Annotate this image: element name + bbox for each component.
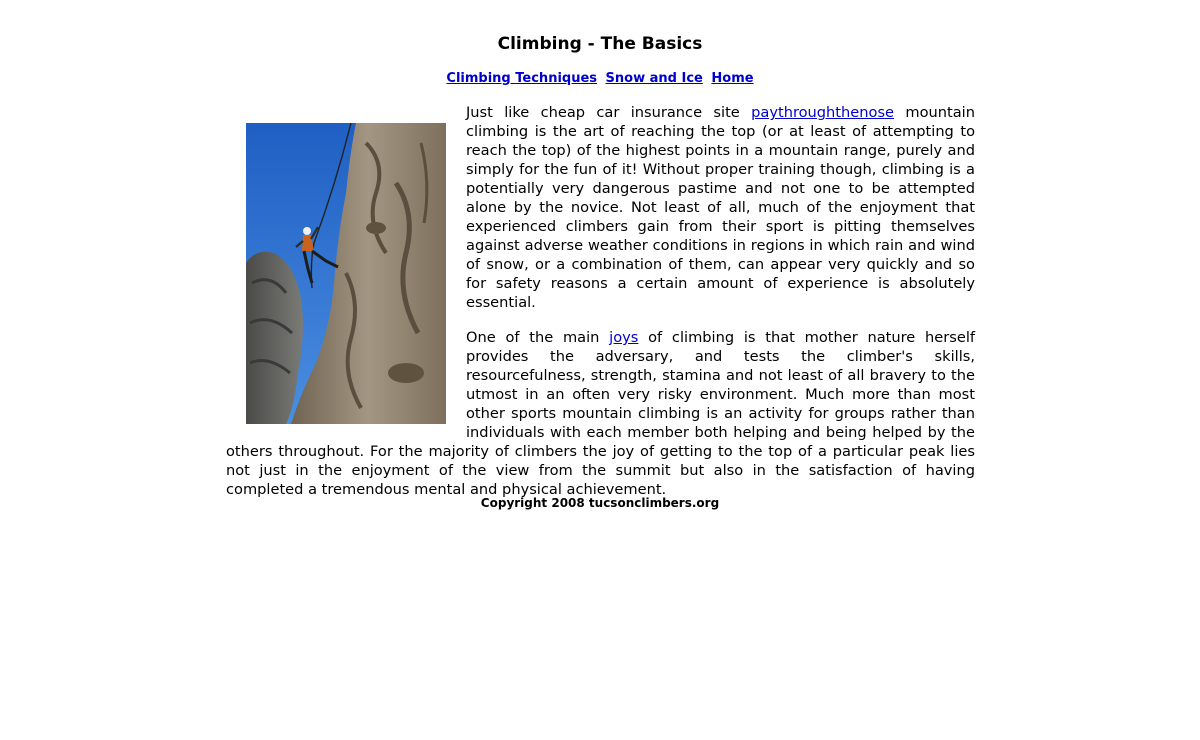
article-content bbox=[226, 103, 975, 515]
page-title: Climbing - The Basics bbox=[497, 34, 703, 54]
link-paythroughthenose[interactable]: paythroughthenose bbox=[751, 104, 895, 121]
nav-link-snow-and-ice[interactable]: Snow and Ice bbox=[605, 71, 703, 86]
copyright-footer: Copyright 2008 tucsonclimbers.org bbox=[480, 496, 720, 510]
paragraph-2-text-start: One of the main bbox=[466, 329, 610, 346]
paragraph-1-text-end: mountain climbing is the art of reaching the top (or at least of attempting to reach the top) of the highest points in a mountain range, purely and simply for the fun of it! Without proper training though, climbing is a potentially very dangerous pastime and not one to be attempted alone by the novice. Not least of all, much of the enjoyment that experienced climbers gain from their sport is pitting themselves against adverse weather conditions in regions in which rain and wind of snow, or a combination of them, can appear very quickly and so for safety reasons a certain amount of experience is absolutely essential. bbox=[466, 104, 975, 311]
paragraph-1-text-start: Just like cheap car insurance site bbox=[466, 104, 752, 121]
nav-link-climbing-techniques[interactable]: Climbing Techniques bbox=[446, 71, 598, 86]
paragraph-2-text-end: of climbing is that mother nature herself provides the adversary, and tests the climber's skills, resourcefulness, strength, stamina and not least of all bravery to the utmost in an often very risky environment. Much more than most other sports mountain climbing is an activity for groups rather than individuals with each member both helping and being helped by the others throughout. For the majority of climbers the joy of getting to the top of a particular peak lies not just in the enjoyment of the view from the summit but also in the satisfaction of having completed a tremendous mental and physical achievement. bbox=[226, 329, 976, 498]
climber-photo bbox=[246, 123, 446, 424]
nav-links bbox=[0, 70, 1200, 88]
link-joys[interactable]: joys bbox=[609, 329, 639, 346]
nav-link-home[interactable]: Home bbox=[711, 71, 754, 86]
